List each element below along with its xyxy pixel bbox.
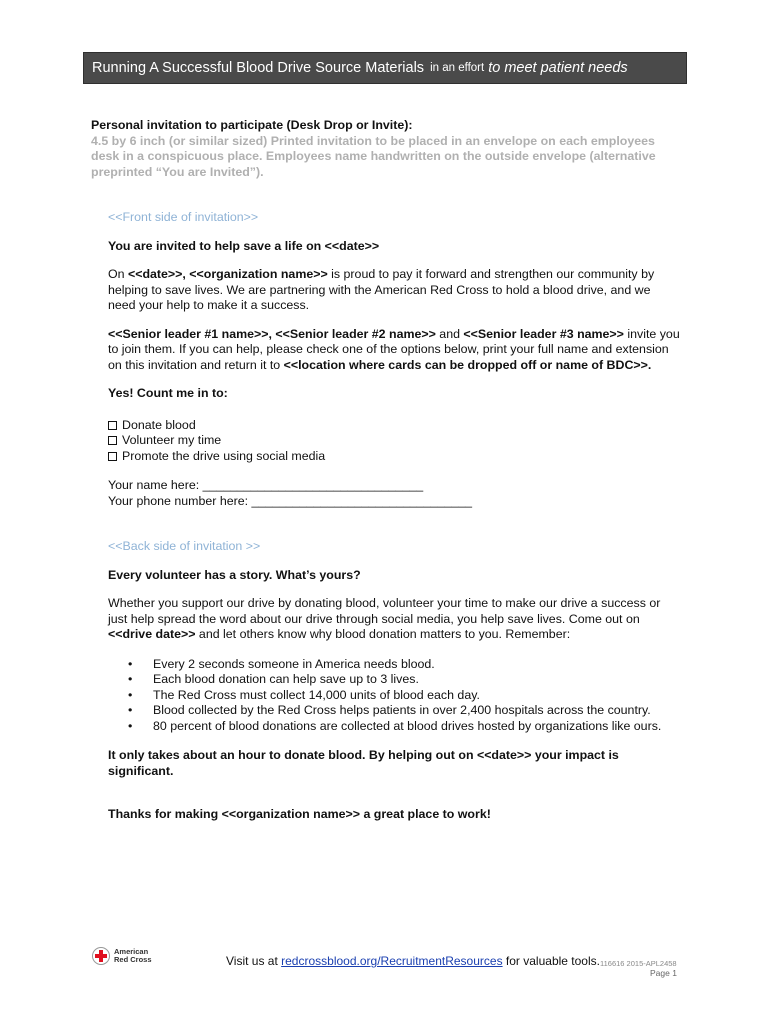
visit-pre: Visit us at [226,954,282,968]
logo-line-1: American [114,947,149,956]
red-cross-icon [92,947,110,965]
logo-wordmark [114,948,152,964]
front-p2-rest: invite you to join them. If you can help, please check one of the options below, print your full name and extension on this invitation and return it to [108,326,680,372]
option-promote-social [108,449,680,465]
list-item: • The Red Cross must collect 14,000 units of blood each day. [108,688,680,704]
invitation-front [108,210,680,509]
list-item: • Blood collected by the Red Cross helps patients in over 2,400 hospitals across the country. [108,703,680,719]
front-p2-and: and [435,326,464,341]
option-label: Donate blood [122,417,196,432]
front-p2-leaders: <<Senior leader #1 name>>, <<Senior leader #2 name>> [108,326,436,341]
back-p1-rest: and let others know why blood donation matters to you. Remember: [195,627,571,641]
document-body [90,118,680,823]
back-p1-pre: Whether you support our drive by donating blood, volunteer your time to make our drive a success or just help spread the word about our drive through social media, you help save lives. Come out on [108,596,661,626]
closing-impact: It only takes about an hour to donate blood. By helping out on <<date>> your impact is significant. [108,748,619,778]
header-title: Running A Successful Blood Drive Source Materials [92,60,425,76]
intro-note-line-1: 4.5 by 6 inch (or similar sized) Printed invitation to be placed in an envelope on each employees [91,133,655,148]
option-volunteer-time [108,433,680,449]
header-title-small: in an effort [430,62,485,74]
front-side-label: <<Front side of invitation>> [108,210,259,224]
facts-list [108,657,680,735]
document-header-bar [83,52,687,84]
back-side-label: <<Back side of invitation >> [108,539,261,553]
red-cross-logo [92,947,152,965]
back-headline: Every volunteer has a story. What’s yours? [108,567,361,582]
page-number: Page 1 [650,968,677,978]
visit-post: for valuable tools. [502,954,600,968]
invitation-back [108,539,680,823]
back-paragraph-1 [108,596,680,643]
intro-section [91,118,680,180]
closing-thanks: Thanks for making <<organization name>> a great place to work! [108,807,491,821]
front-p2-leader3: <<Senior leader #3 name>> [463,326,624,341]
header-title-italic: to meet patient needs [488,60,628,76]
front-p2-location: <<location where cards can be dropped off or name of BDC>>. [283,357,652,372]
name-line: Your name here: ________________________________ [108,478,424,492]
list-item: • 80 percent of blood donations are collected at blood drives hosted by organizations like ours. [108,719,680,735]
document-code: 116616 2015-APL2458 [600,959,677,968]
checkbox-icon[interactable] [108,421,117,430]
front-headline: You are invited to help save a life on <<date>> [108,238,380,253]
front-paragraph-2 [108,327,680,374]
intro-note-line-2: desk in a conspicuous place. Employees name handwritten on the outside envelope (alternative [91,149,656,163]
front-paragraph-1 [108,267,680,314]
front-p1-bold: <<date>>, <<organization name>> [127,267,328,281]
option-label: Volunteer my time [122,433,222,447]
list-item: • Each blood donation can help save up to 3 lives. [108,672,680,688]
intro-note-line-3: preprinted “You are Invited”). [91,164,264,179]
logo-line-2: Red Cross [114,955,152,964]
count-me-in-heading: Yes! Count me in to: [108,386,228,400]
recruitment-resources-link[interactable]: redcrossblood.org/RecruitmentResources [281,954,503,968]
checkbox-icon[interactable] [108,452,117,461]
visit-us-text [226,954,600,968]
checkbox-icon[interactable] [108,436,117,445]
options-checklist [108,418,680,465]
back-p1-bold: <<drive date>> [108,627,196,641]
front-p1-pre: On [108,267,128,281]
option-donate-blood [108,418,680,434]
list-item: • Every 2 seconds someone in America needs blood. [108,657,680,673]
intro-heading: Personal invitation to participate (Desk Drop or Invite): [91,118,413,132]
option-label: Promote the drive using social media [122,448,326,463]
front-p1-rest: is proud to pay it forward and strengthen our community by helping to save lives. We are partnering with the American Red Cross to hold a blood drive, and we need your help to make it a success. [108,267,655,312]
page-footer [0,940,770,1000]
phone-line: Your phone number here: ________________________________ [108,493,473,508]
